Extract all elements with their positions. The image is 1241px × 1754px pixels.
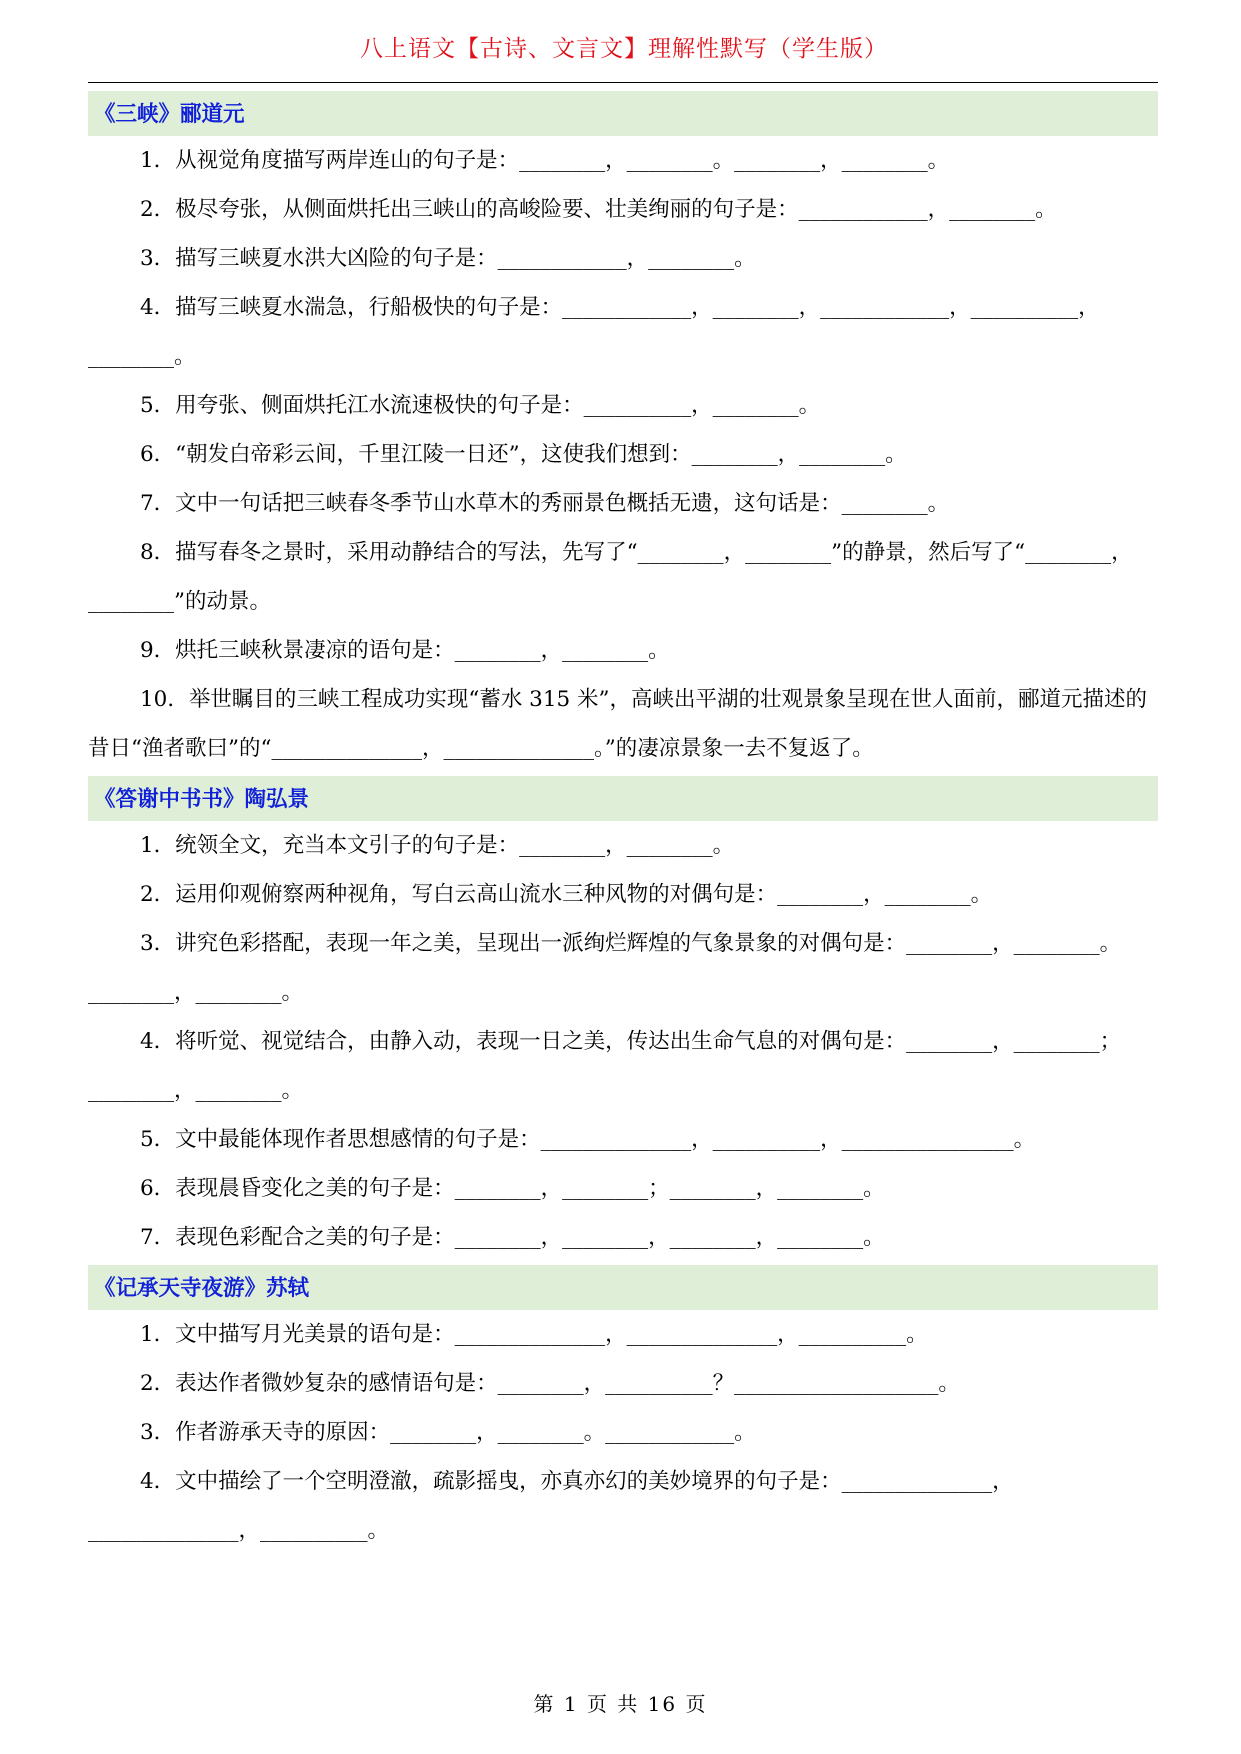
question-item: 2．表达作者微妙复杂的感情语句是：________，__________？___________________。: [140, 1371, 960, 1396]
section-title-sanxia: 《三峡》郦道元: [88, 91, 1158, 136]
header-divider: [88, 82, 1158, 83]
question-item: 8．描写春冬之景时，采用动静结合的写法，先写了“________，________”的静景，然后写了“________，________”的动景。: [88, 540, 1133, 614]
question-item: 4．将听觉、视觉结合，由静入动，表现一日之美，传达出生命气息的对偶句是：________，________；________，________。: [88, 1029, 1122, 1103]
question-item: 4．文中描绘了一个空明澄澈，疏影摇曳，亦真亦幻的美妙境界的句子是：______________，______________，__________。: [88, 1469, 1014, 1543]
question-item: 2．极尽夸张，从侧面烘托出三峡山的高峻险要、壮美绚丽的句子是：____________，________。: [140, 197, 1057, 222]
question-item: 10．举世瞩目的三峡工程成功实现“蓄水 315 米”，高峡出平湖的壮观景象呈现在世人面前，郦道元描述的昔日“渔者歌曰”的“______________，______________。”的凄凉景象一去不复返了。: [88, 687, 1148, 761]
question-item: 3．描写三峡夏水洪大凶险的句子是：____________，________。: [140, 246, 756, 271]
worksheet-content: [88, 88, 1158, 1555]
section-title-chengtiansi: 《记承天寺夜游》苏轼: [88, 1265, 1158, 1310]
question-item: 5．文中最能体现作者思想感情的句子是：______________，__________，________________。: [140, 1127, 1036, 1152]
question-item: 1．文中描写月光美景的语句是：______________，______________，__________。: [140, 1322, 928, 1347]
question-item: 9．烘托三峡秋景凄凉的语句是：________，________。: [140, 638, 670, 663]
question-item: 1．统领全文，充当本文引子的句子是：________，________。: [140, 833, 735, 858]
question-item: 1．从视觉角度描写两岸连山的句子是：________，________。________，________。: [140, 148, 950, 173]
question-item: 7．表现色彩配合之美的句子是：________，________，________，________。: [140, 1225, 885, 1250]
question-item: 2．运用仰观俯察两种视角，写白云高山流水三种风物的对偶句是：________，________。: [140, 882, 993, 907]
page-footer: 第 1 页 共 16 页: [533, 1692, 708, 1716]
question-item: 3．讲究色彩搭配，表现一年之美，呈现出一派绚烂辉煌的气象景象的对偶句是：________，________。________，________。: [88, 931, 1122, 1005]
question-item: 7．文中一句话把三峡春冬季节山水草木的秀丽景色概括无遗，这句话是：________。: [140, 491, 950, 516]
question-item: 6．“朝发白帝彩云间，千里江陵一日还”，这使我们想到：________，________。: [140, 442, 907, 467]
question-item: 4．描写三峡夏水湍急，行船极快的句子是：____________，________，____________，__________，________。: [88, 295, 1100, 369]
question-item: 3．作者游承天寺的原因：________，________。____________。: [140, 1420, 756, 1445]
question-item: 5．用夸张、侧面烘托江水流速极快的句子是：__________，________。: [140, 393, 821, 418]
section-title-daxie: 《答谢中书书》陶弘景: [88, 776, 1158, 821]
page-header-title: 八上语文【古诗、文言文】理解性默写（学生版）: [360, 36, 888, 62]
question-item: 6．表现晨昏变化之美的句子是：________，________；________，________。: [140, 1176, 885, 1201]
